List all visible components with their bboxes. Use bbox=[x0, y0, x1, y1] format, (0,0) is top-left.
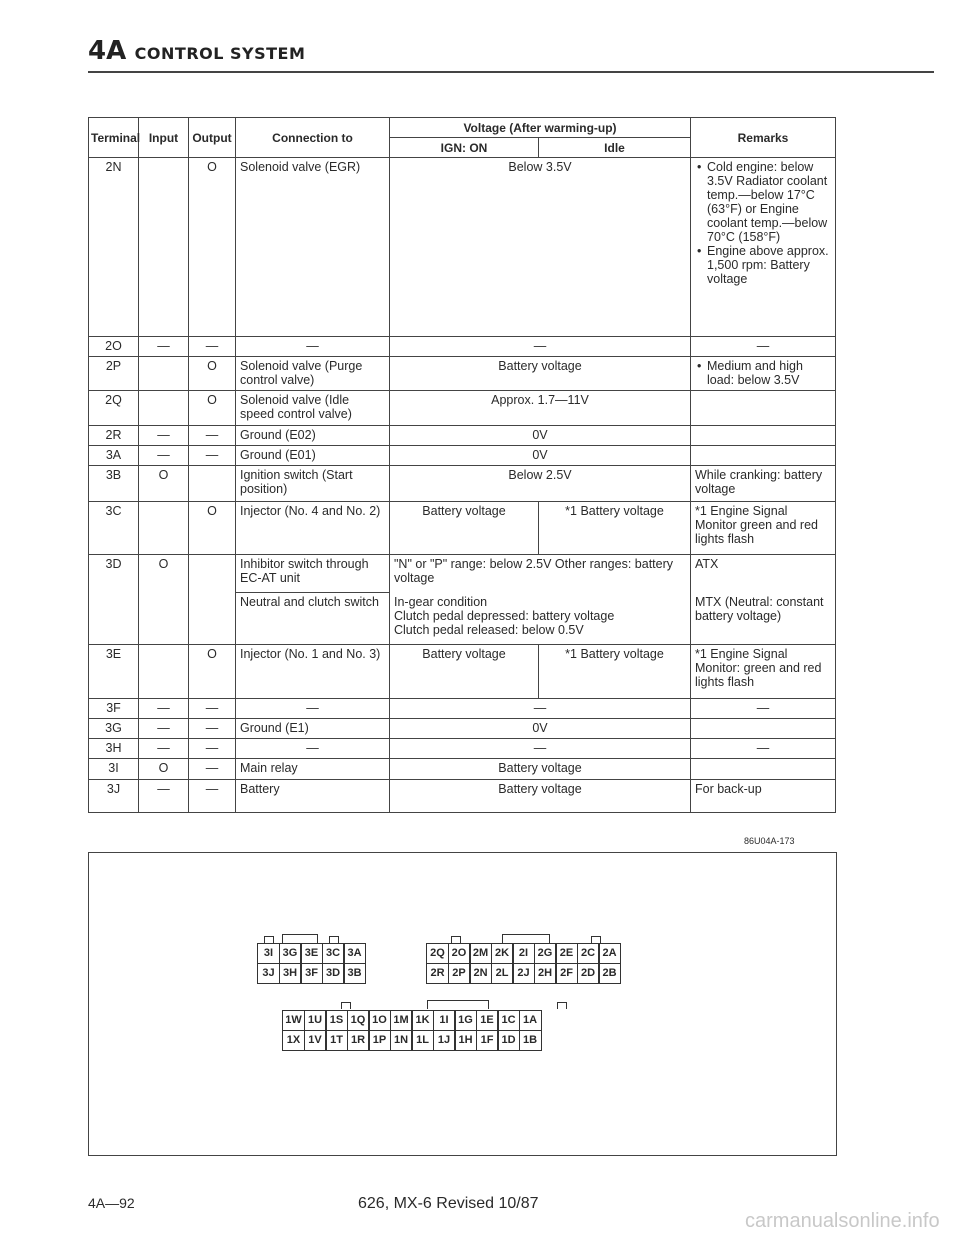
pin-cell: 3E bbox=[300, 943, 323, 964]
voltage-line: In-gear condition bbox=[394, 594, 488, 609]
remarks-cell: While cranking: battery voltage bbox=[691, 466, 836, 502]
remarks-cell: — bbox=[691, 739, 836, 759]
connector-latch bbox=[264, 936, 274, 943]
pin-cell: 2M bbox=[469, 943, 492, 964]
connection-cell: Main relay bbox=[236, 759, 390, 780]
connection-cell: Ignition switch (Start position) bbox=[236, 466, 390, 502]
table-row bbox=[89, 426, 836, 446]
figure-code: 86U04A-173 bbox=[744, 836, 795, 846]
table-row bbox=[89, 357, 836, 391]
remarks-cell: MTX (Neutral: constant battery voltage) bbox=[691, 593, 836, 645]
pin-cell: 3C bbox=[322, 943, 345, 964]
pin-cell: 2A bbox=[598, 943, 621, 964]
voltage-cell: "N" or "P" range: below 2.5V Other ranges: battery voltage bbox=[390, 555, 691, 593]
pin-cell: 1M bbox=[390, 1010, 413, 1031]
pin-cell: 1A bbox=[519, 1010, 542, 1031]
table-row bbox=[89, 391, 836, 426]
section-title: CONTROL SYSTEM bbox=[134, 44, 306, 63]
table-row bbox=[89, 446, 836, 466]
pin-cell: 2H bbox=[534, 963, 557, 984]
table-row bbox=[89, 502, 836, 555]
remarks-cell bbox=[691, 446, 836, 466]
pin-cell: 2Q bbox=[426, 943, 449, 964]
voltage-cell: Below 3.5V bbox=[390, 158, 691, 337]
header-voltage: Voltage (After warming-up) bbox=[390, 118, 691, 138]
output-cell: O bbox=[189, 645, 236, 699]
table-row bbox=[89, 699, 836, 719]
input-cell: — bbox=[139, 446, 189, 466]
output-cell: O bbox=[189, 357, 236, 391]
connector-latch bbox=[427, 1000, 489, 1009]
voltage-cell: — bbox=[390, 337, 691, 357]
connection-cell: Injector (No. 4 and No. 2) bbox=[236, 502, 390, 555]
terminal-cell: 3J bbox=[89, 780, 139, 813]
output-cell: — bbox=[189, 759, 236, 780]
voltage-cell: Battery voltage bbox=[390, 357, 691, 391]
input-cell bbox=[139, 357, 189, 391]
pin-cell: 1P bbox=[368, 1030, 391, 1051]
output-cell: — bbox=[189, 699, 236, 719]
pin-cell: 1R bbox=[347, 1030, 370, 1051]
pin-cell: 1X bbox=[282, 1030, 305, 1051]
idle-cell: *1 Battery voltage bbox=[539, 645, 691, 699]
voltage-cell: Battery voltage bbox=[390, 759, 691, 780]
output-cell bbox=[189, 466, 236, 502]
table-row bbox=[89, 555, 836, 593]
pin-cell: 3I bbox=[257, 943, 280, 964]
pin-cell: 2K bbox=[491, 943, 514, 964]
table-row bbox=[89, 759, 836, 780]
pin-cell: 3G bbox=[279, 943, 302, 964]
pin-cell: 2C bbox=[577, 943, 600, 964]
connector-latch bbox=[591, 936, 601, 943]
input-cell bbox=[139, 158, 189, 337]
terminal-cell: 3A bbox=[89, 446, 139, 466]
remarks-cell bbox=[691, 719, 836, 739]
terminal-cell: 3B bbox=[89, 466, 139, 502]
terminal-cell: 2O bbox=[89, 337, 139, 357]
output-cell: — bbox=[189, 780, 236, 813]
pin-cell: 1U bbox=[304, 1010, 327, 1031]
pin-cell: 2P bbox=[448, 963, 471, 984]
connection-cell: Solenoid valve (EGR) bbox=[236, 158, 390, 337]
pin-cell: 3A bbox=[343, 943, 366, 964]
remarks-cell bbox=[691, 357, 836, 391]
connector-diagram bbox=[88, 852, 837, 1156]
pin-cell: 2J bbox=[512, 963, 535, 984]
voltage-cell: 0V bbox=[390, 446, 691, 466]
pin-cell: 2D bbox=[577, 963, 600, 984]
input-cell: — bbox=[139, 337, 189, 357]
pin-cell: 1Q bbox=[347, 1010, 370, 1031]
voltage-cell: 0V bbox=[390, 426, 691, 446]
watermark: carmanualsonline.info bbox=[745, 1210, 940, 1232]
remarks-cell bbox=[691, 426, 836, 446]
connector-2-bottom-row bbox=[426, 963, 620, 983]
pin-cell: 1F bbox=[476, 1030, 499, 1051]
input-cell: — bbox=[139, 739, 189, 759]
pin-cell: 3H bbox=[279, 963, 302, 984]
voltage-cell: 0V bbox=[390, 719, 691, 739]
terminal-cell: 3D bbox=[89, 555, 139, 645]
connector-latch bbox=[282, 934, 318, 943]
voltage-cell: Battery voltage bbox=[390, 780, 691, 813]
input-cell bbox=[139, 391, 189, 426]
pin-cell: 1G bbox=[454, 1010, 477, 1031]
voltage-cell: Below 2.5V bbox=[390, 466, 691, 502]
input-cell bbox=[139, 502, 189, 555]
connection-cell: Battery bbox=[236, 780, 390, 813]
input-cell: — bbox=[139, 699, 189, 719]
connection-cell: Neutral and clutch switch bbox=[236, 593, 390, 645]
input-cell: O bbox=[139, 466, 189, 502]
pin-cell: 2I bbox=[512, 943, 535, 964]
page-header bbox=[88, 36, 305, 66]
header-ign-on: IGN: ON bbox=[390, 138, 539, 158]
header-input: Input bbox=[139, 118, 189, 158]
ign-on-cell: Battery voltage bbox=[390, 502, 539, 555]
output-cell: — bbox=[189, 446, 236, 466]
pin-cell: 3B bbox=[343, 963, 366, 984]
terminal-cell: 2Q bbox=[89, 391, 139, 426]
input-cell: O bbox=[139, 759, 189, 780]
connection-cell: Inhibitor switch through EC-AT unit bbox=[236, 555, 390, 593]
output-cell: — bbox=[189, 719, 236, 739]
pin-cell: 1B bbox=[519, 1030, 542, 1051]
pin-cell: 3J bbox=[257, 963, 280, 984]
pin-cell: 1H bbox=[454, 1030, 477, 1051]
table-row bbox=[89, 719, 836, 739]
terminal-cell: 3F bbox=[89, 699, 139, 719]
connection-cell: — bbox=[236, 699, 390, 719]
pin-cell: 2N bbox=[469, 963, 492, 984]
connector-latch bbox=[557, 1002, 567, 1009]
terminal-cell: 2R bbox=[89, 426, 139, 446]
section-number: 4A bbox=[88, 36, 127, 66]
output-cell: O bbox=[189, 158, 236, 337]
output-cell: O bbox=[189, 391, 236, 426]
table-row bbox=[89, 466, 836, 502]
pin-cell: 1O bbox=[368, 1010, 391, 1031]
pin-cell: 2B bbox=[598, 963, 621, 984]
header-terminal: Terminal bbox=[89, 118, 139, 158]
connection-cell: — bbox=[236, 337, 390, 357]
remarks-cell: — bbox=[691, 699, 836, 719]
connection-cell: Injector (No. 1 and No. 3) bbox=[236, 645, 390, 699]
remarks-cell: *1 Engine Signal Monitor: green and red lights flash bbox=[691, 645, 836, 699]
pin-cell: 2G bbox=[534, 943, 557, 964]
voltage-cell: — bbox=[390, 699, 691, 719]
pin-cell: 2R bbox=[426, 963, 449, 984]
output-cell: — bbox=[189, 426, 236, 446]
pin-cell: 1C bbox=[497, 1010, 520, 1031]
output-cell: — bbox=[189, 337, 236, 357]
voltage-cell: Approx. 1.7—11V bbox=[390, 391, 691, 426]
terminal-cell: 2P bbox=[89, 357, 139, 391]
input-cell: O bbox=[139, 555, 189, 645]
input-cell: — bbox=[139, 719, 189, 739]
pin-cell: 1S bbox=[325, 1010, 348, 1031]
connector-1-bottom-row bbox=[282, 1030, 540, 1050]
connector-latch bbox=[451, 936, 461, 943]
pin-cell: 1V bbox=[304, 1030, 327, 1051]
connector-3-bottom-row bbox=[257, 963, 365, 983]
table-row bbox=[89, 645, 836, 699]
connection-cell: Ground (E02) bbox=[236, 426, 390, 446]
header-output: Output bbox=[189, 118, 236, 158]
connector-latch bbox=[341, 1002, 351, 1009]
ign-on-cell: Battery voltage bbox=[390, 645, 539, 699]
output-cell: — bbox=[189, 739, 236, 759]
pin-cell: 3F bbox=[300, 963, 323, 984]
input-cell bbox=[139, 645, 189, 699]
table-row bbox=[89, 739, 836, 759]
pin-cell: 1W bbox=[282, 1010, 305, 1031]
idle-cell: *1 Battery voltage bbox=[539, 502, 691, 555]
terminal-cell: 3E bbox=[89, 645, 139, 699]
connector-latch bbox=[502, 934, 550, 943]
connector-1-top-row bbox=[282, 1010, 540, 1030]
remarks-cell: — bbox=[691, 337, 836, 357]
connection-cell: Ground (E01) bbox=[236, 446, 390, 466]
connector-3-top-row bbox=[257, 943, 365, 963]
connection-cell: — bbox=[236, 739, 390, 759]
remarks-cell: *1 Engine Signal Monitor green and red lights flash bbox=[691, 502, 836, 555]
output-cell: O bbox=[189, 502, 236, 555]
pin-cell: 1N bbox=[390, 1030, 413, 1051]
header-idle: Idle bbox=[539, 138, 691, 158]
connection-cell: Solenoid valve (Purge control valve) bbox=[236, 357, 390, 391]
terminal-cell: 3H bbox=[89, 739, 139, 759]
remark-item: • Engine above approx. 1,500 rpm: Battery voltage bbox=[707, 244, 831, 286]
pin-cell: 1E bbox=[476, 1010, 499, 1031]
terminal-cell: 3G bbox=[89, 719, 139, 739]
input-cell: — bbox=[139, 426, 189, 446]
table-row bbox=[89, 780, 836, 813]
terminal-cell: 3C bbox=[89, 502, 139, 555]
remarks-cell: For back-up bbox=[691, 780, 836, 813]
connector-2-top-row bbox=[426, 943, 620, 963]
pin-cell: 1K bbox=[411, 1010, 434, 1031]
header-rule bbox=[88, 71, 934, 73]
remarks-cell bbox=[691, 158, 836, 337]
pin-cell: 2L bbox=[491, 963, 514, 984]
pin-cell: 2O bbox=[448, 943, 471, 964]
pin-cell: 1J bbox=[433, 1030, 456, 1051]
header-remarks: Remarks bbox=[691, 118, 836, 158]
pin-cell: 1L bbox=[411, 1030, 434, 1051]
table-row bbox=[89, 158, 836, 337]
voltage-line: Clutch pedal depressed: battery voltage bbox=[394, 608, 615, 623]
remarks-cell: ATX bbox=[691, 555, 836, 593]
pin-cell: 1I bbox=[433, 1010, 456, 1031]
voltage-cell bbox=[390, 593, 691, 645]
page-number: 4A—92 bbox=[88, 1195, 135, 1211]
connection-cell: Ground (E1) bbox=[236, 719, 390, 739]
pin-cell: 2F bbox=[555, 963, 578, 984]
header-connection: Connection to bbox=[236, 118, 390, 158]
terminal-cell: 3I bbox=[89, 759, 139, 780]
pin-cell: 1D bbox=[497, 1030, 520, 1051]
pin-cell: 1T bbox=[325, 1030, 348, 1051]
remark-item: • Cold engine: below 3.5V Radiator coolant temp.—below 17°C (63°F) or Engine coolant temp.—below 70°C (158°F) bbox=[707, 160, 831, 244]
connection-cell: Solenoid valve (Idle speed control valve) bbox=[236, 391, 390, 426]
voltage-line: Clutch pedal released: below 0.5V bbox=[394, 622, 584, 637]
revision-note: 626, MX-6 Revised 10/87 bbox=[358, 1195, 539, 1212]
input-cell: — bbox=[139, 780, 189, 813]
connector-latch bbox=[329, 936, 339, 943]
pin-cell: 3D bbox=[322, 963, 345, 984]
remark-item: • Medium and high load: below 3.5V bbox=[707, 359, 831, 387]
terminal-voltage-table bbox=[88, 117, 836, 813]
remarks-cell bbox=[691, 759, 836, 780]
table-row bbox=[89, 337, 836, 357]
voltage-cell: — bbox=[390, 739, 691, 759]
remarks-cell bbox=[691, 391, 836, 426]
pin-cell: 2E bbox=[555, 943, 578, 964]
output-cell bbox=[189, 555, 236, 645]
terminal-cell: 2N bbox=[89, 158, 139, 337]
